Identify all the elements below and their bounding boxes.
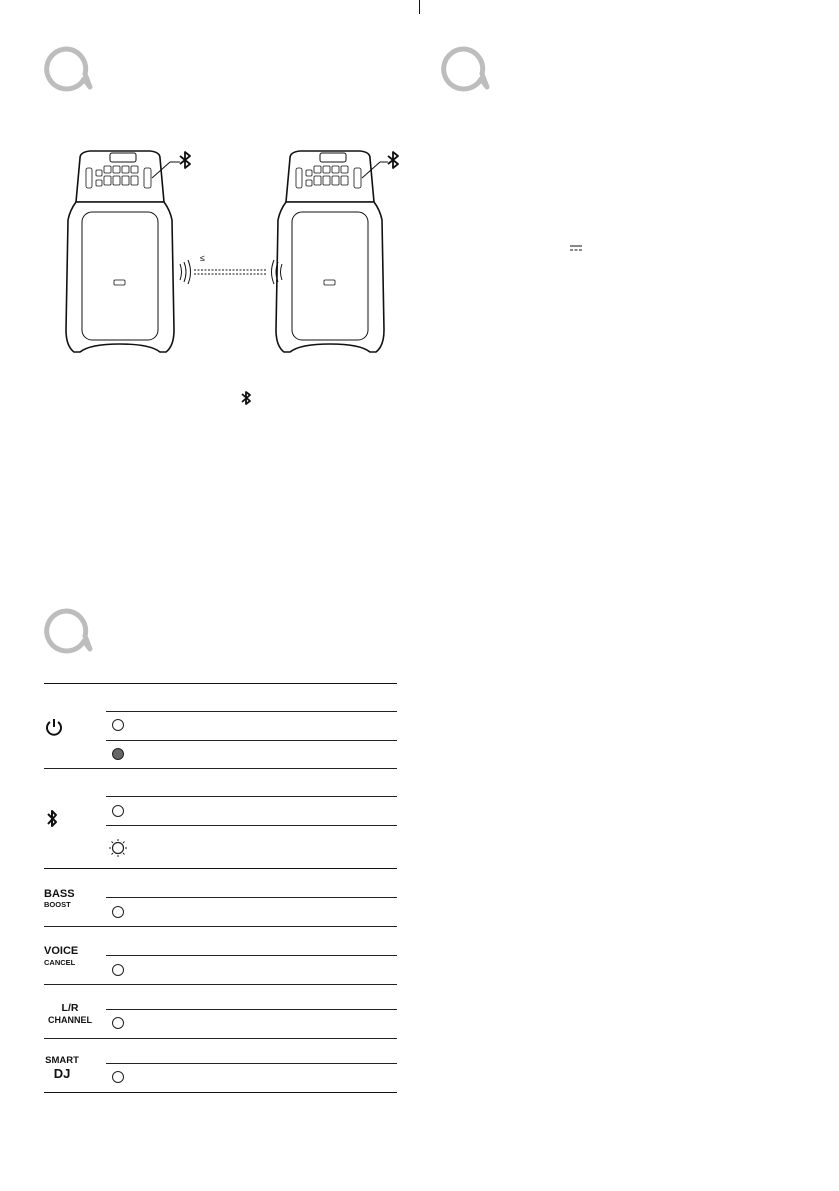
power-icon	[45, 717, 63, 737]
led-off-indicator	[112, 805, 124, 817]
speech-bubble-icon	[441, 46, 491, 92]
distance-note: ≤	[200, 253, 205, 263]
speech-bubble-icon	[44, 46, 94, 92]
speaker-illustration	[66, 151, 174, 352]
bass-boost-label: BASS BOOST	[44, 888, 75, 909]
speech-bubble-icon	[44, 608, 94, 654]
speaker-pairing-diagram	[60, 140, 410, 360]
smart-dj-label: SMART DJ	[45, 1055, 79, 1081]
page-divider	[419, 0, 420, 14]
led-off-indicator	[112, 1071, 124, 1083]
dc-symbol-icon	[570, 244, 582, 252]
lr-channel-label: L/R CHANNEL	[48, 1002, 92, 1025]
bluetooth-icon	[46, 808, 58, 830]
led-off-indicator	[112, 719, 124, 731]
led-off-indicator	[112, 1017, 124, 1029]
bluetooth-icon	[180, 152, 190, 168]
voice-cancel-label: VOICE CANCEL	[44, 945, 79, 967]
led-on-indicator	[112, 748, 124, 760]
led-flashing-icon	[108, 838, 128, 858]
bluetooth-icon	[240, 390, 252, 406]
bluetooth-icon	[388, 152, 398, 168]
led-off-indicator	[112, 964, 124, 976]
led-off-indicator	[112, 906, 124, 918]
